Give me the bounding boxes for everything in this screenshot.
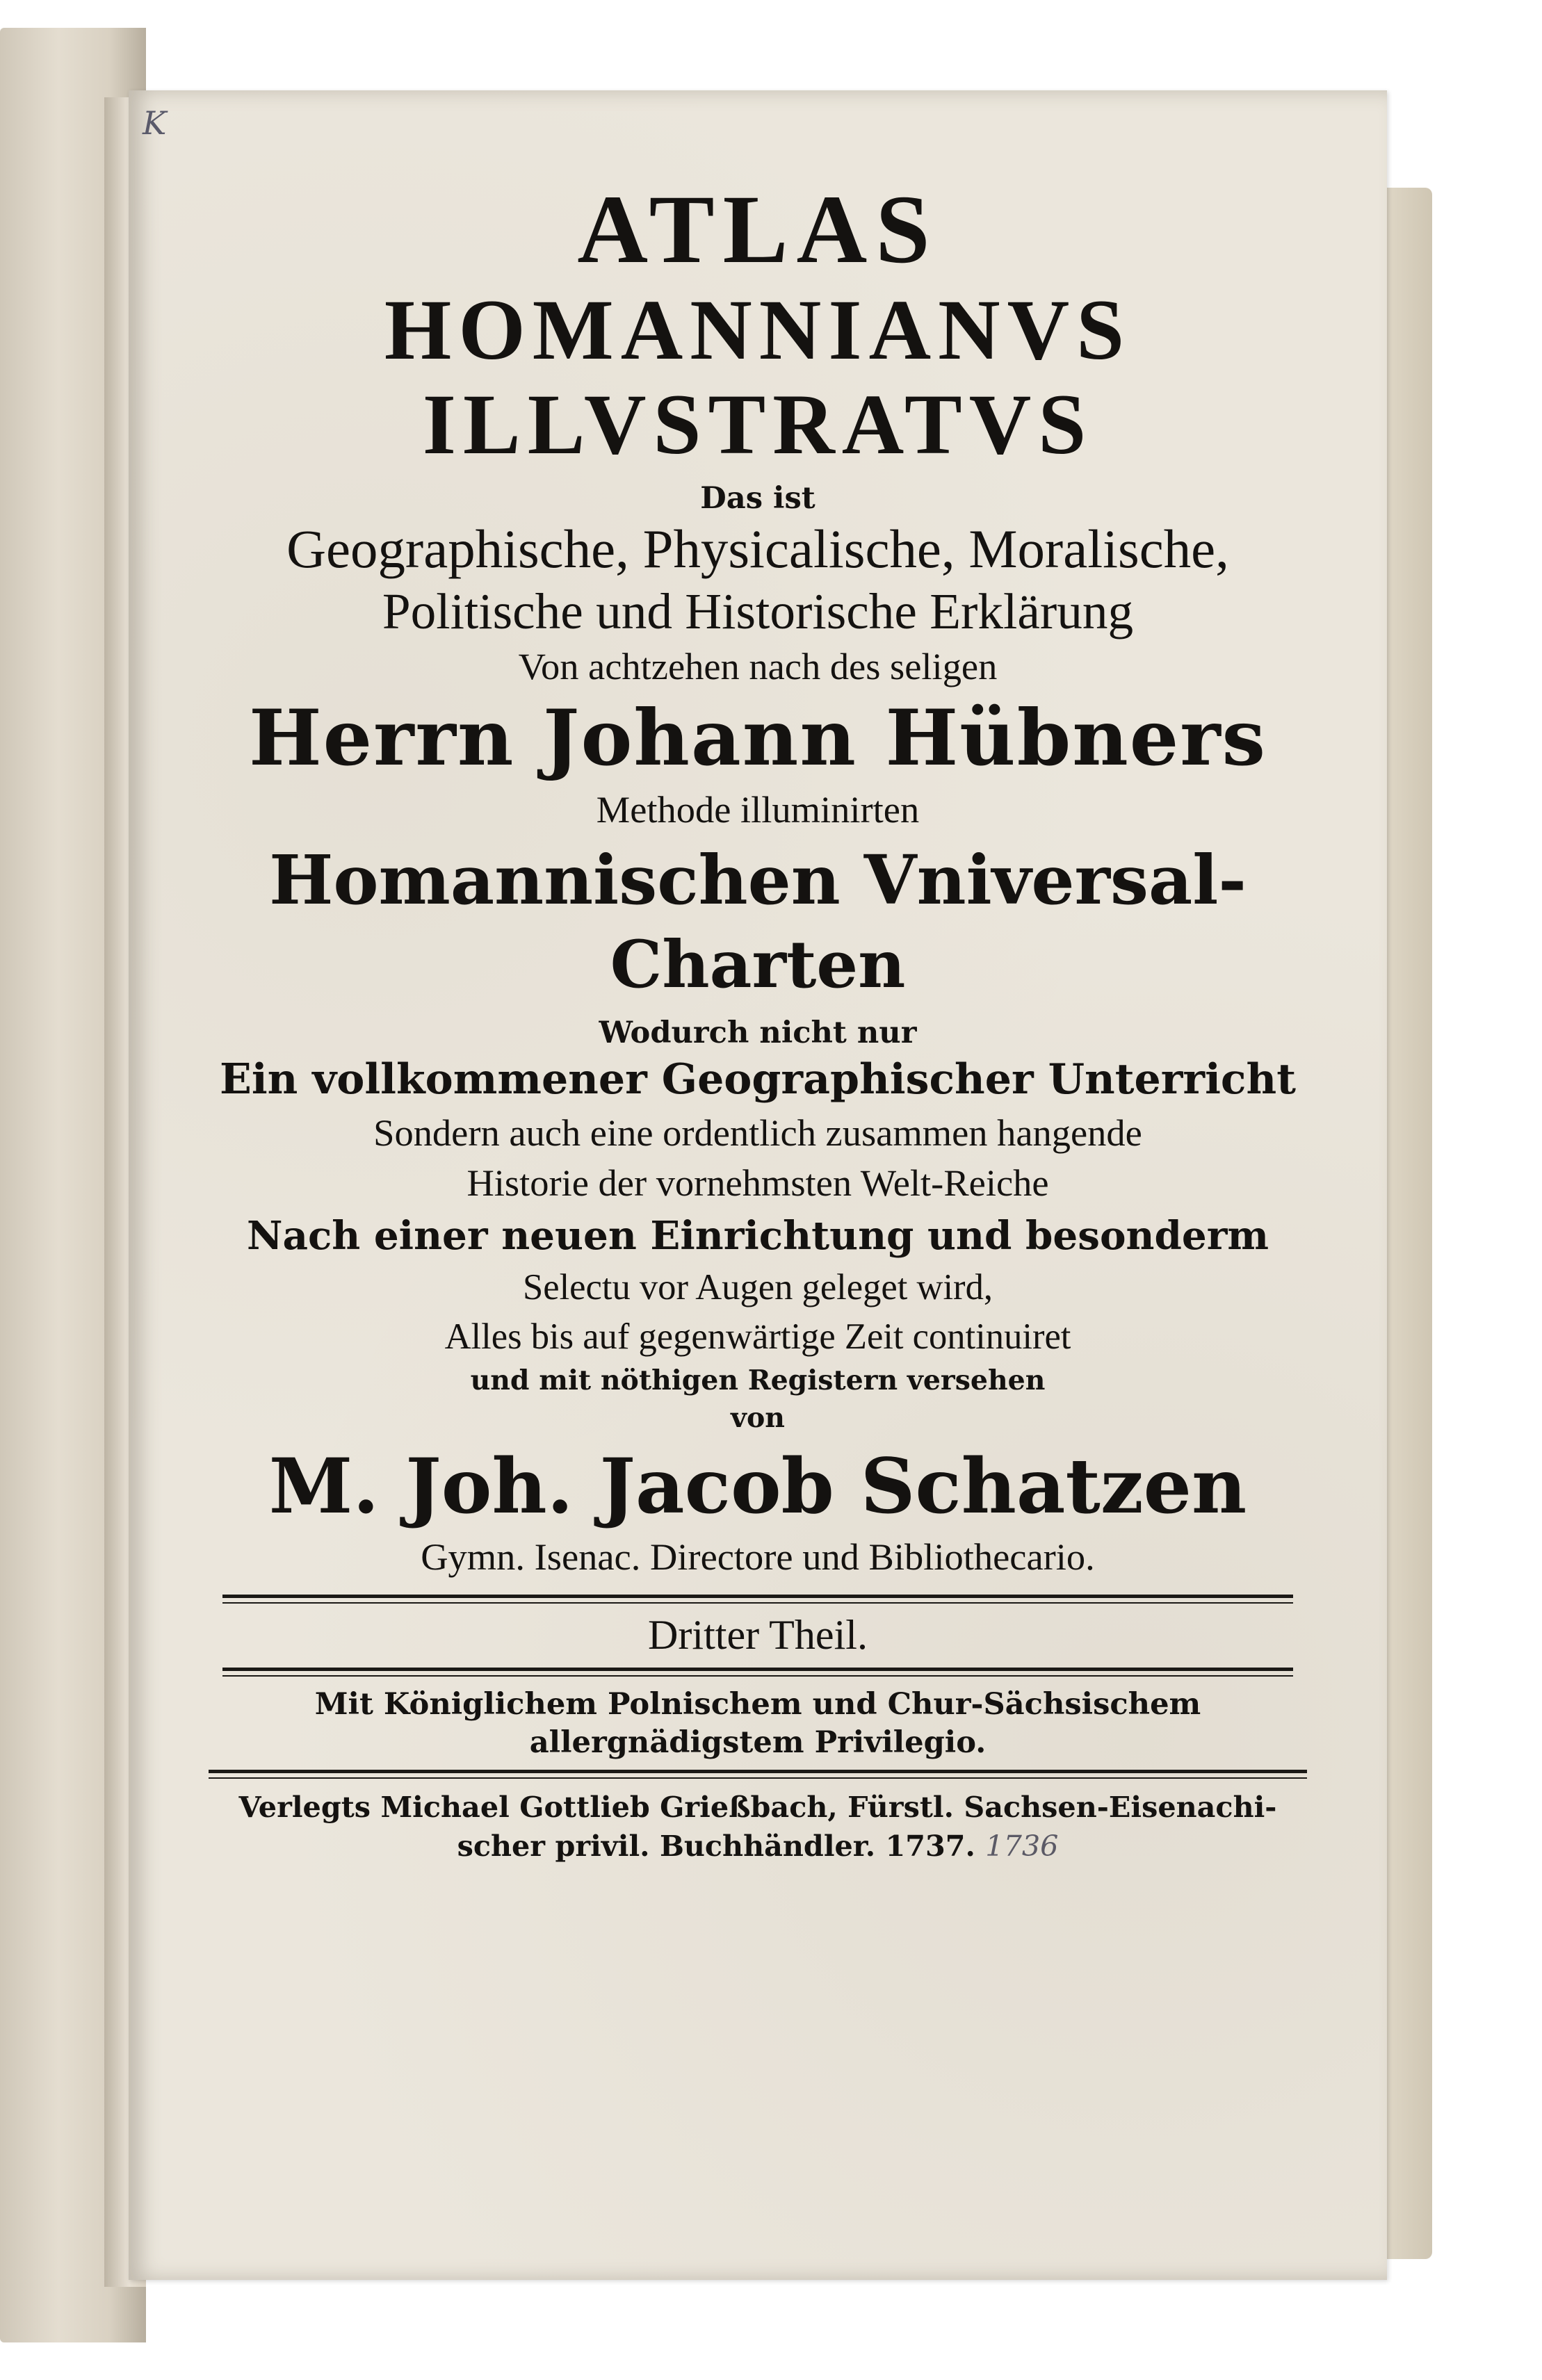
body-line-9: von [731,1401,785,1434]
author-role: Gymn. Isenac. Directore und Bibliothecario. [421,1535,1095,1579]
body-line-8: und mit nöthigen Registern versehen [470,1364,1046,1397]
subtitle-line-2: Politische und Historische Erklärung [382,582,1134,639]
body-line-3: Sondern auch eine ordentlich zusammen hangende [373,1111,1142,1154]
publisher-line-2: scher privil. Buchhändler. 1737. [457,1828,975,1863]
body-line-6: Selectu vor Augen geleget wird, [522,1267,993,1308]
body-line-7: Alles bis auf gegenwärtige Zeit continuiret [444,1316,1071,1357]
body-line-2: Ein vollkommener Geographischer Unterricht [220,1054,1296,1104]
body-line-1: Wodurch nicht nur [599,1014,917,1050]
body-line-5: Nach einer neuen Einrichtung und besonderm [246,1212,1269,1259]
title-line-2: HOMANNIANVS [384,282,1132,377]
privilege-line-2: allergnädigstem Privilegio. [529,1725,987,1761]
author-hubner: Herrn Johann Hübners [248,692,1267,783]
rule-top [222,1595,1293,1604]
rule-middle [222,1668,1293,1677]
das-ist: Das ist [700,480,815,516]
part-line: Dritter Theil. [647,1611,868,1658]
charten-line: Charten [610,926,906,1003]
handwritten-year: 1736 [985,1829,1059,1863]
privilege-line-1: Mit Königlichem Polnischem und Chur-Sächsischem [314,1686,1201,1722]
rule-bottom [209,1770,1307,1779]
title-line-1: ATLAS [577,175,939,284]
publisher-line-1: Verlegts Michael Gottlieb Grießbach, Fürstl. Sachsen-Eisenachi- [238,1790,1277,1825]
body-line-4: Historie der vornehmsten Welt-Reiche [466,1162,1049,1205]
homannischen-line: Homannischen Vniversal- [269,840,1247,920]
title-line-3: ILLVSTRATVS [422,376,1094,472]
publisher-line-2-wrap [129,1828,1387,1863]
title-page-text [129,167,1387,1861]
handwritten-corner-mark: K [143,104,167,142]
methode-line: Methode illuminirten [596,788,920,831]
subtitle-line-1: Geographische, Physicalische, Moralische, [286,519,1229,580]
subtitle-line-3: Von achtzehen nach des seligen [518,645,998,688]
author-schatzen: M. Joh. Jacob Schatzen [268,1442,1247,1531]
